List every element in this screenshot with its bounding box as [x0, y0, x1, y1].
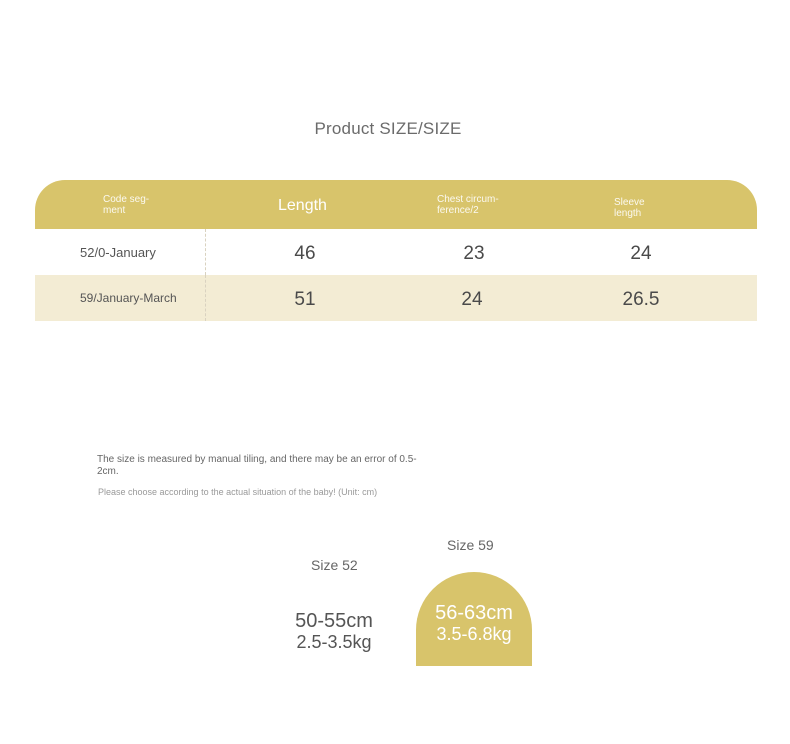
measurement-note: The size is measured by manual tiling, and there may be an error of 0.5-2cm.	[97, 454, 417, 477]
column-divider	[205, 275, 206, 321]
size-59-card	[416, 572, 532, 666]
table-row	[35, 275, 757, 321]
size-52-label: Size 52	[311, 557, 358, 573]
size-52-range: 50-55cm	[295, 610, 373, 632]
column-divider	[205, 229, 206, 275]
cell-chest: 24	[461, 289, 483, 310]
size-52-card	[276, 610, 392, 652]
size-59-range: 56-63cm	[435, 602, 513, 624]
table-row	[35, 229, 757, 275]
cell-length: 51	[294, 289, 316, 310]
header-sleeve: Sleeve length	[614, 197, 645, 219]
cell-length: 46	[294, 243, 316, 264]
cell-chest: 23	[463, 243, 485, 264]
unit-note: Please choose according to the actual situation of the baby! (Unit: cm)	[98, 487, 378, 497]
cell-code: 52/0-January	[80, 245, 156, 260]
header-chest: Chest circum- ference/2	[437, 194, 499, 216]
size-52-weight: 2.5-3.5kg	[296, 632, 372, 652]
size-table	[35, 180, 757, 321]
cell-sleeve: 24	[630, 243, 652, 264]
size-59-label: Size 59	[447, 537, 494, 553]
header-length: Length	[278, 197, 327, 214]
table-header	[35, 180, 757, 229]
page-title: Product SIZE/SIZE	[314, 119, 462, 138]
cell-sleeve: 26.5	[622, 289, 660, 310]
size-59-weight: 3.5-6.8kg	[436, 624, 512, 644]
cell-code: 59/January-March	[80, 291, 177, 305]
header-code: Code seg- ment	[103, 194, 150, 216]
